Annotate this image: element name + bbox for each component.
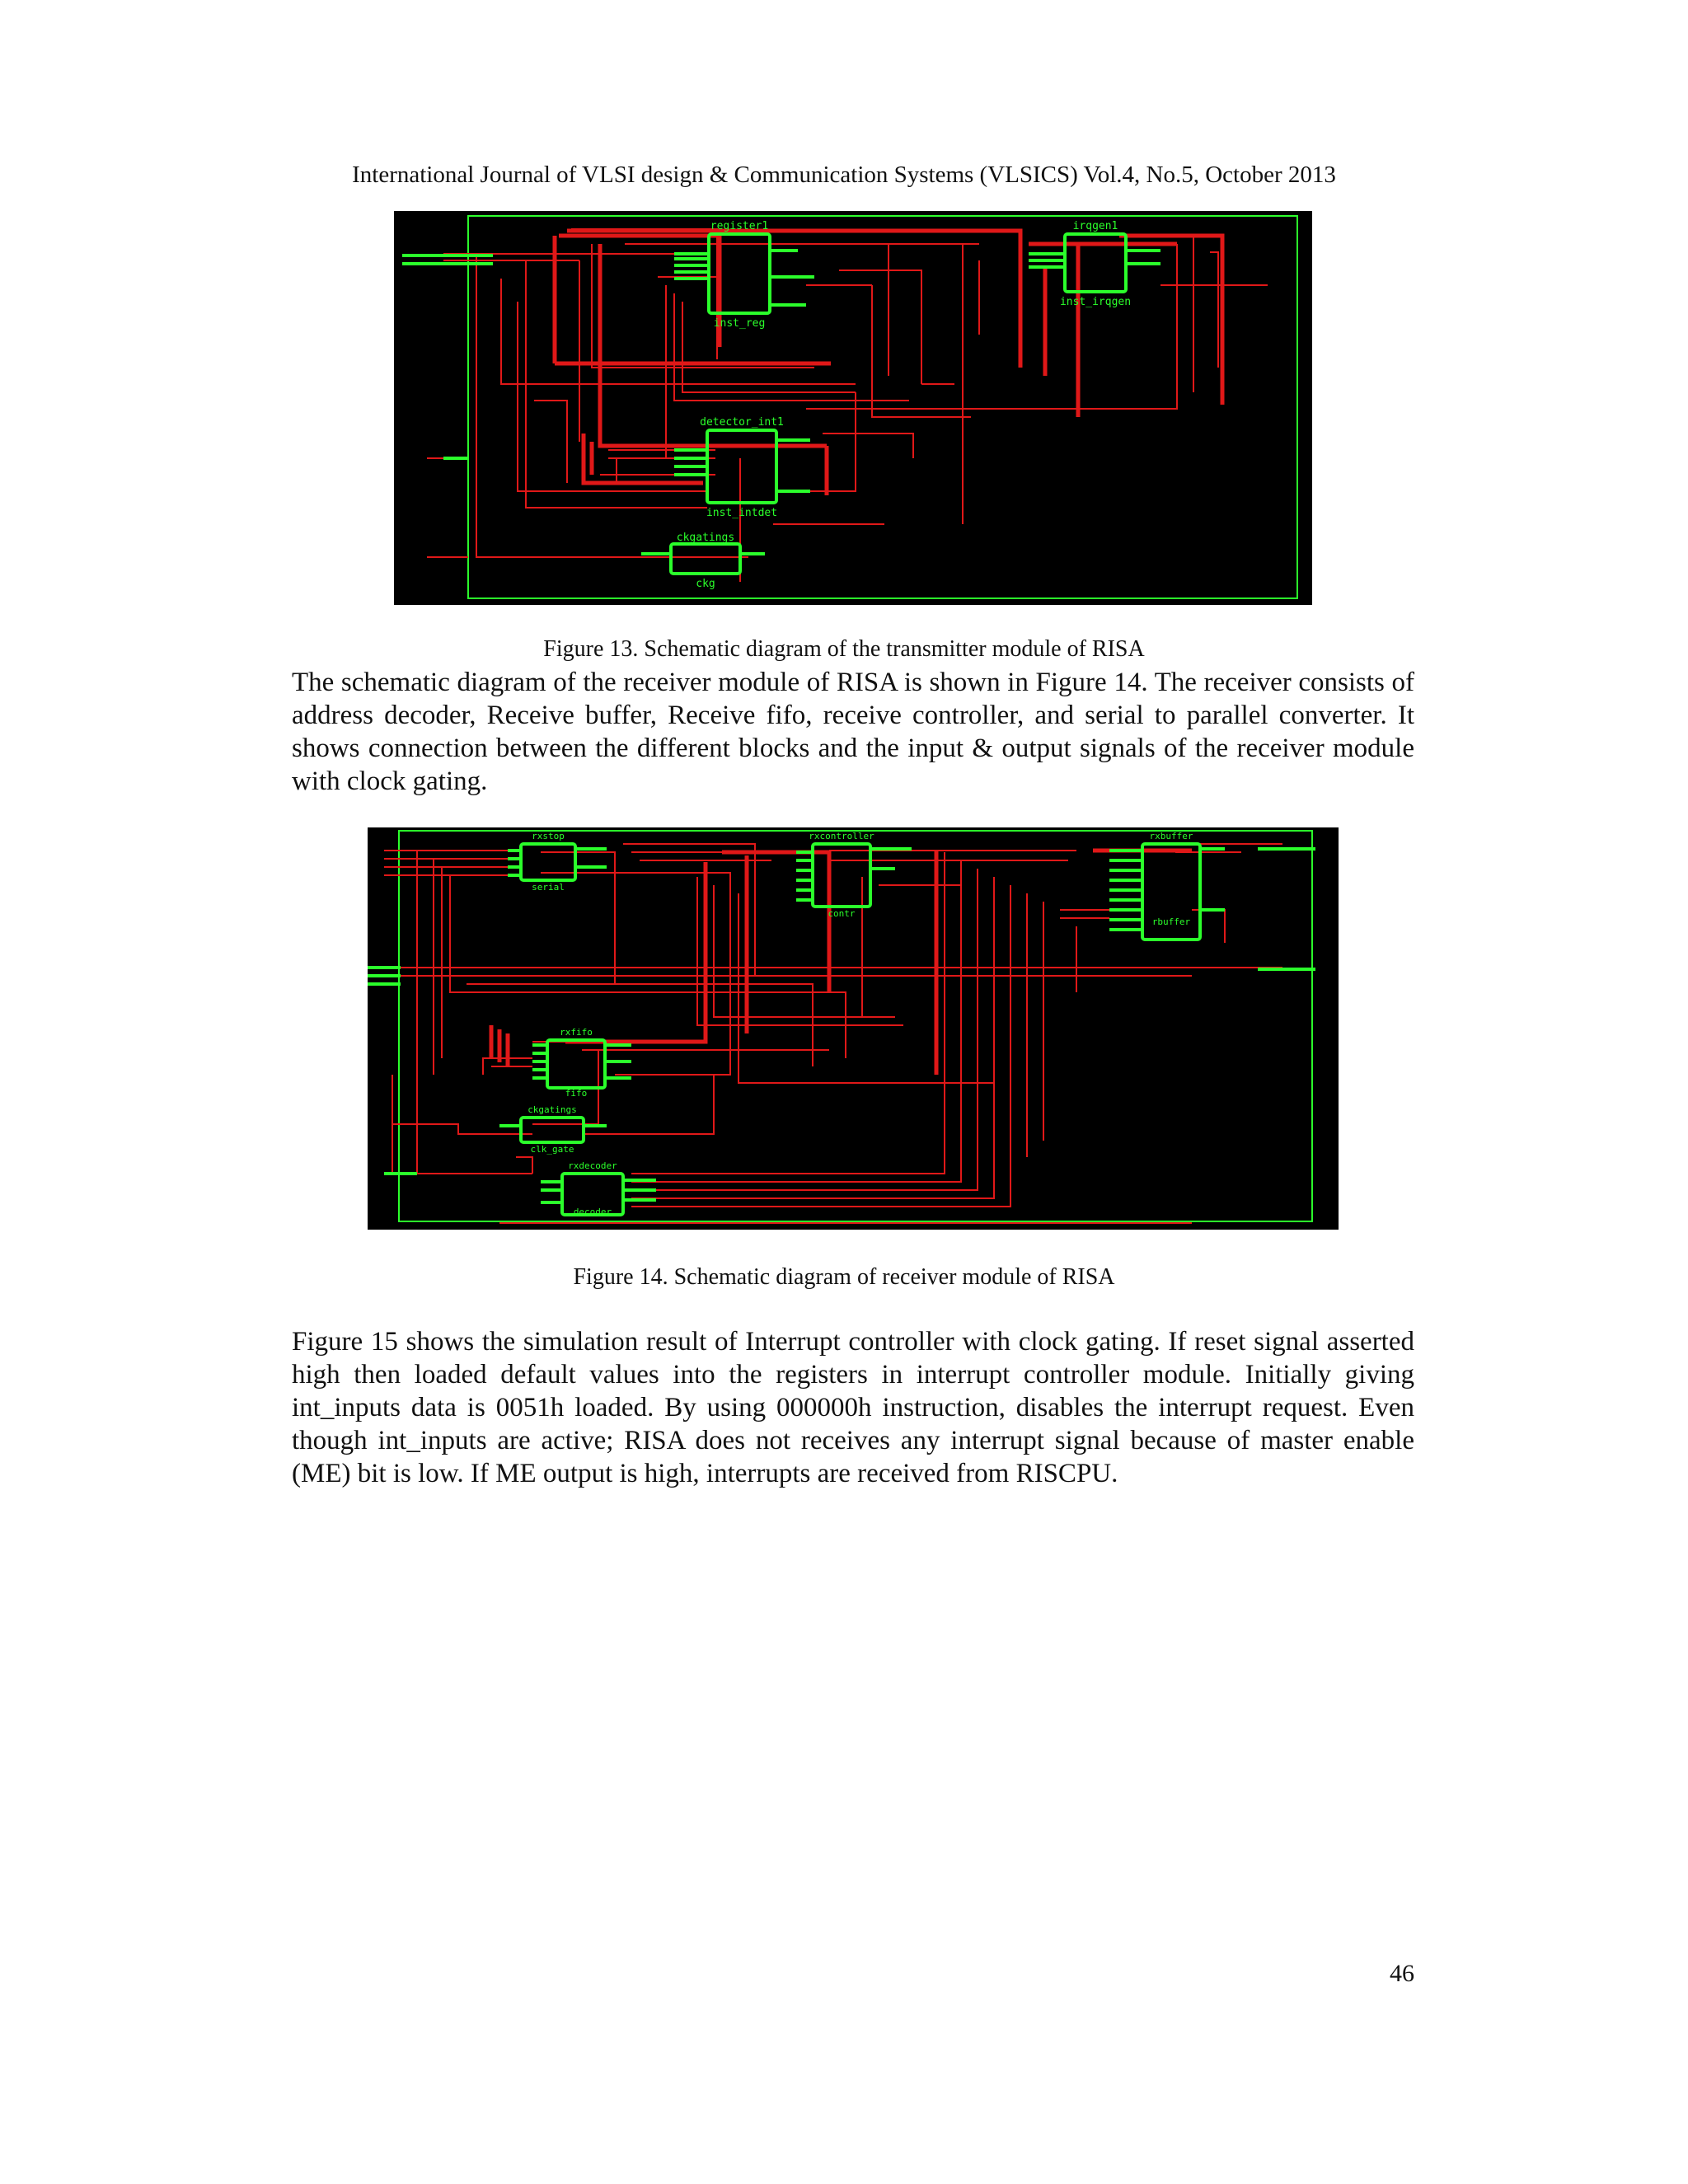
figure-13-caption: Figure 13. Schematic diagram of the transmitter module of RISA [543,636,1145,662]
fig14-label-serial: serial [532,882,565,893]
journal-header: International Journal of VLSI design & Communication Systems (VLSICS) Vol.4, No.5, October 2013 [352,162,1336,188]
fig14-label-contr: contr [828,908,856,919]
fig14-label-rxbuffer: rxbuffer [1149,831,1193,841]
paragraph-receiver: The schematic diagram of the receiver module of RISA is shown in Figure 14. The receiver consists of address decoder, Receive buffer, Receive fifo, receive controller, and serial to parallel converter. It shows connection between the different blocks and the input & output signals of the receiver module with clock gating. [292,668,1414,796]
fig14-label-rxdecoder: rxdecoder [568,1160,617,1171]
fig14-label-decoder: decoder [573,1207,612,1217]
fig13-label-ckg: ckg [696,578,715,590]
fig14-label-rbuffer: rbuffer [1151,916,1191,927]
fig13-label-inst-irqgen: inst_irqgen [1059,296,1132,308]
fig14-label-fifo: fifo [565,1088,588,1099]
fig14-label-rxstop: rxstop [532,831,565,841]
figure-13-schematic [394,211,1312,605]
fig13-label-inst-reg: inst_reg [713,317,766,330]
fig13-label-register1: register1 [710,220,769,232]
fig13-label-ckgatings: ckgatings [676,532,735,544]
figure-14-schematic [368,827,1339,1230]
fig13-label-detector-int1: detector_int1 [700,416,784,429]
fig13-label-inst-intdet: inst_intdet [706,507,778,519]
page-number: 46 [1390,1960,1414,1987]
paragraph-simulation: Figure 15 shows the simulation result of Interrupt controller with clock gating. If reset signal asserted high then loaded default values into the registers in interrupt controller module. Initially giving int_inputs data is 0051h loaded. By using 000000h instruction, disables the interrupt request. Even though int_inputs are active; RISA does not receives any interrupt signal because of master enable (ME) bit is low. If ME output is high, interrupts are received from RISCPU. [292,1327,1414,1488]
figure-14-caption: Figure 14. Schematic diagram of receiver module of RISA [573,1264,1115,1290]
fig13-label-irqgen1: irqgen1 [1072,220,1118,232]
fig14-label-clk-gate: clk_gate [530,1144,574,1155]
fig14-label-rxcontroller: rxcontroller [809,831,874,841]
fig14-label-rxfifo: rxfifo [560,1027,593,1038]
fig14-label-ckgatings: ckgatings [528,1104,577,1115]
